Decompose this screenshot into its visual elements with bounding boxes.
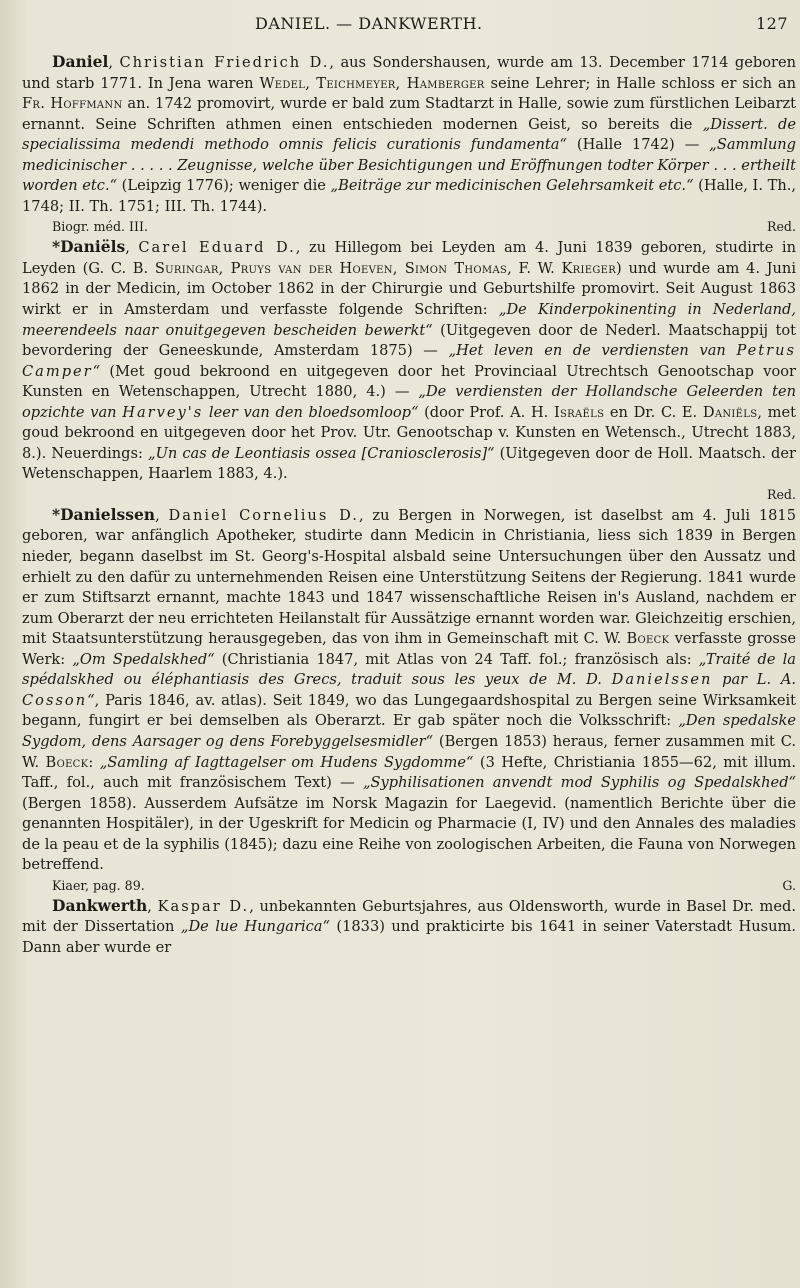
entry-author: Red. bbox=[766, 486, 796, 502]
work-title: „Sammlung medicinischer . . . . . Zeugnisse, welche über Besichtigungen und Eröffnungen todter Körper . . . ertheilt worden etc.“ bbox=[22, 136, 797, 195]
work-title: „Un cas de Leontiasis ossea [Craniosclerosis]“ bbox=[148, 444, 495, 462]
entry-text: Daniel, Christian Friedrich D., aus Sondershausen, wurde am 13. December 1714 geboren und starb 1771. In Jena waren Wedel, Teichmeyer, Hamberger seine Lehrer; in Halle schloss er sich an Fr. Hoffmann an. 1742 promovirt, wurde er bald zum Stadtarzt in Halle, sowie zum fürstlichen Leibarzt ernannt. Seine Schriften athmen einen entschieden modernen Geist, so bereits die „Dissert. de specialissima medendi methodo omnis felicis curationis fundamenta“ (Halle 1742) — „Sammlung medicinischer . . . . . Zeugnisse, welche über Besichtigungen und Eröffnungen todter Körper . . . ertheilt worden etc.“ (Leipzig 1776); weniger die „Beiträge zur medicinischen Gelehrsamkeit etc.“ (Halle, I. Th., 1748; II. Th. 1751; III. Th. 1744). bbox=[22, 52, 797, 215]
entry-footer bbox=[52, 485, 796, 505]
entry-source: Kiaer, pag. 89. bbox=[52, 877, 145, 893]
work-title: „Beiträge zur medicinischen Gelehrsamkeit etc.“ bbox=[330, 177, 694, 195]
running-title: DANIEL. — DANKWERTH. bbox=[255, 14, 483, 33]
work-title: „Om Spedalskhed“ bbox=[72, 650, 215, 668]
entry-text: *Daniëls, Carel Eduard D., zu Hillegom bei Leyden am 4. Juni 1839 geboren, studirte in Leyden (G. C. B. Suringar, Pruys van der Hoeven, Simon Thomas, F. W. Krieger) und wurde am 4. Juni 1862 in der Medicin, im October 1862 in der Chirurgie und Geburtshilfe promovirt. Seit August 1863 wirkt er in Amsterdam und verfasste folgende Schriften: „De Kinderpokinenting in Nederland, meerendeels naar onuitgegeven bescheiden bewerkt“ (Uitgegeven door de Nederl. Maatschappij tot bevordering der Geneeskunde, Amsterdam 1875) — „Het leven en de verdiensten van Petrus Camper“ (Met goud bekroond en uitgegeven door het Provinciaal Utrechtsch Genootschap voor Kunsten en Wetenschappen, Utrecht 1880, 4.) — „De verdiensten der Hollandsche Geleerden ten opzichte van Harvey's leer van den bloedsomloop“ (door Prof. A. H. Israëls en Dr. C. E. Daniëls, met goud bekroond en uitgegeven door het Prov. Utr. Genootschap v. Kunsten en Wetensch., Utrecht 1883, 8.). Neuerdings: „Un cas de Leontiasis ossea [Craniosclerosis]“ (Uitgegeven door de Holl. Maatsch. der Wetenschappen, Haarlem 1883, 4.). bbox=[22, 237, 797, 483]
entry-daniel bbox=[22, 52, 796, 237]
entry-source: Biogr. méd. III. bbox=[52, 219, 148, 235]
entry-text: *Danielssen, Daniel Cornelius D., zu Bergen in Norwegen, ist daselbst am 4. Juli 1815 geboren, war anfänglich Apotheker, studirte dann Medicin in Christiania, liess sich 1839 in Bergen nieder, begann daselbst im St. Georg's-Hospital alsbald seine Untersuchungen über den Aussatz und erhielt zu den dafür zu unternehmenden Reisen eine Unterstützung Seitens der Regierung. 1841 wurde er zum Stiftsarzt ernannt, machte 1843 und 1847 wissenschaftliche Reisen in's Ausland, nachdem er zum Oberarzt der neu errichteten Heilanstalt für Aussätzige ernannt worden war. Gleichzeitig erschien, mit Staatsunterstützung herausgegeben, das von ihm in Gemeinschaft mit C. W. Boeck verfasste grosse Werk: „Om Spedalskhed“ (Christiania 1847, mit Atlas von 24 Taff. fol.; französisch als: „Traité de la spédalskhed ou éléphantiasis des Grecs, traduit sous les yeux de M. D. Danielssen par L. A. Cosson“, Paris 1846, av. atlas). Seit 1849, wo das Lungegaardshospital zu Bergen seine Wirksamkeit begann, fungirt er bei demselben als Oberarzt. Er gab später noch die Volksschrift: „Den spedalske Sygdom, dens Aarsager og dens Forebyggelsesmidler“ (Bergen 1853) heraus, ferner zusammen mit C. W. Boeck: „Samling af Iagttagelser om Hudens Sygdomme“ (3 Hefte, Christiania 1855—62, mit illum. Taff., fol., auch mit französischem Text) — „Syphilisationen anvendt mod Syphilis og Spedalskhed“ (Bergen 1858). Ausserdem Aufsätze im Norsk Magazin for Laegevid. (namentlich Berichte über die genannten Hospitäler), in der Ugeskrift for Medicin og Pharmacie (I, IV) und den Annales des maladies de la peau et de la syphilis (1845); dazu eine Reihe von zoologischen Arbeiten, die Fauna von Norwegen betreffend. bbox=[22, 504, 797, 874]
entry-daniels bbox=[22, 237, 796, 505]
entry-given-name: Daniel Cornelius D. bbox=[168, 506, 359, 524]
work-title: „De lue Hungarica“ bbox=[180, 918, 330, 936]
entry-dankwerth bbox=[22, 896, 796, 959]
work-title: „Den spedalske Sygdom, dens Aarsager og dens Forebyggelsesmidler“ bbox=[22, 712, 796, 750]
entry-footer bbox=[52, 217, 796, 237]
entry-name: *Daniëls bbox=[52, 237, 126, 257]
page-content bbox=[22, 52, 796, 958]
entry-danielssen bbox=[22, 505, 796, 896]
work-title: „De Kinderpokinenting in Nederland, meerendeels naar onuitgegeven bescheiden bewerkt“ bbox=[22, 301, 796, 339]
entry-author: Red. bbox=[766, 219, 796, 235]
work-title: „Traité de la spédalskhed ou éléphantiasis des Grecs, traduit sous les yeux de M. D. Danielssen par L. A. Cosson“ bbox=[22, 650, 797, 709]
work-title: „Het leven en de verdiensten van Petrus Camper“ bbox=[22, 342, 796, 380]
entry-footer bbox=[52, 876, 796, 896]
entry-name: Dankwerth bbox=[52, 895, 148, 915]
work-title: „De verdiensten der Hollandsche Geleerden ten opzichte van Harvey's leer van den bloedsomloop“ bbox=[22, 383, 796, 421]
entry-given-name: Carel Eduard D. bbox=[138, 239, 296, 257]
entry-text: Dankwerth, Kaspar D., unbekannten Geburtsjahres, aus Oldensworth, wurde in Basel Dr. med. mit der Dissertation „De lue Hungarica“ (1833) und prakticirte bis 1641 in seiner Vaterstadt Husum. Dann aber wurde er bbox=[22, 895, 796, 956]
entry-name: Daniel bbox=[52, 52, 109, 71]
running-header bbox=[0, 14, 800, 44]
work-title: „Samling af Iagttagelser om Hudens Sygdomme“ bbox=[99, 753, 474, 771]
page-number: 127 bbox=[756, 14, 789, 33]
entry-given-name: Kaspar D. bbox=[157, 897, 250, 915]
entry-author: G. bbox=[782, 877, 796, 893]
entry-name: *Danielssen bbox=[52, 504, 156, 524]
entry-given-name: Christian Friedrich D. bbox=[119, 54, 330, 71]
work-title: „Syphilisationen anvendt mod Syphilis og Spedalskhed“ bbox=[362, 774, 796, 792]
work-title: „Dissert. de specialissima medendi methodo omnis felicis curationis fundamenta“ bbox=[22, 115, 796, 154]
